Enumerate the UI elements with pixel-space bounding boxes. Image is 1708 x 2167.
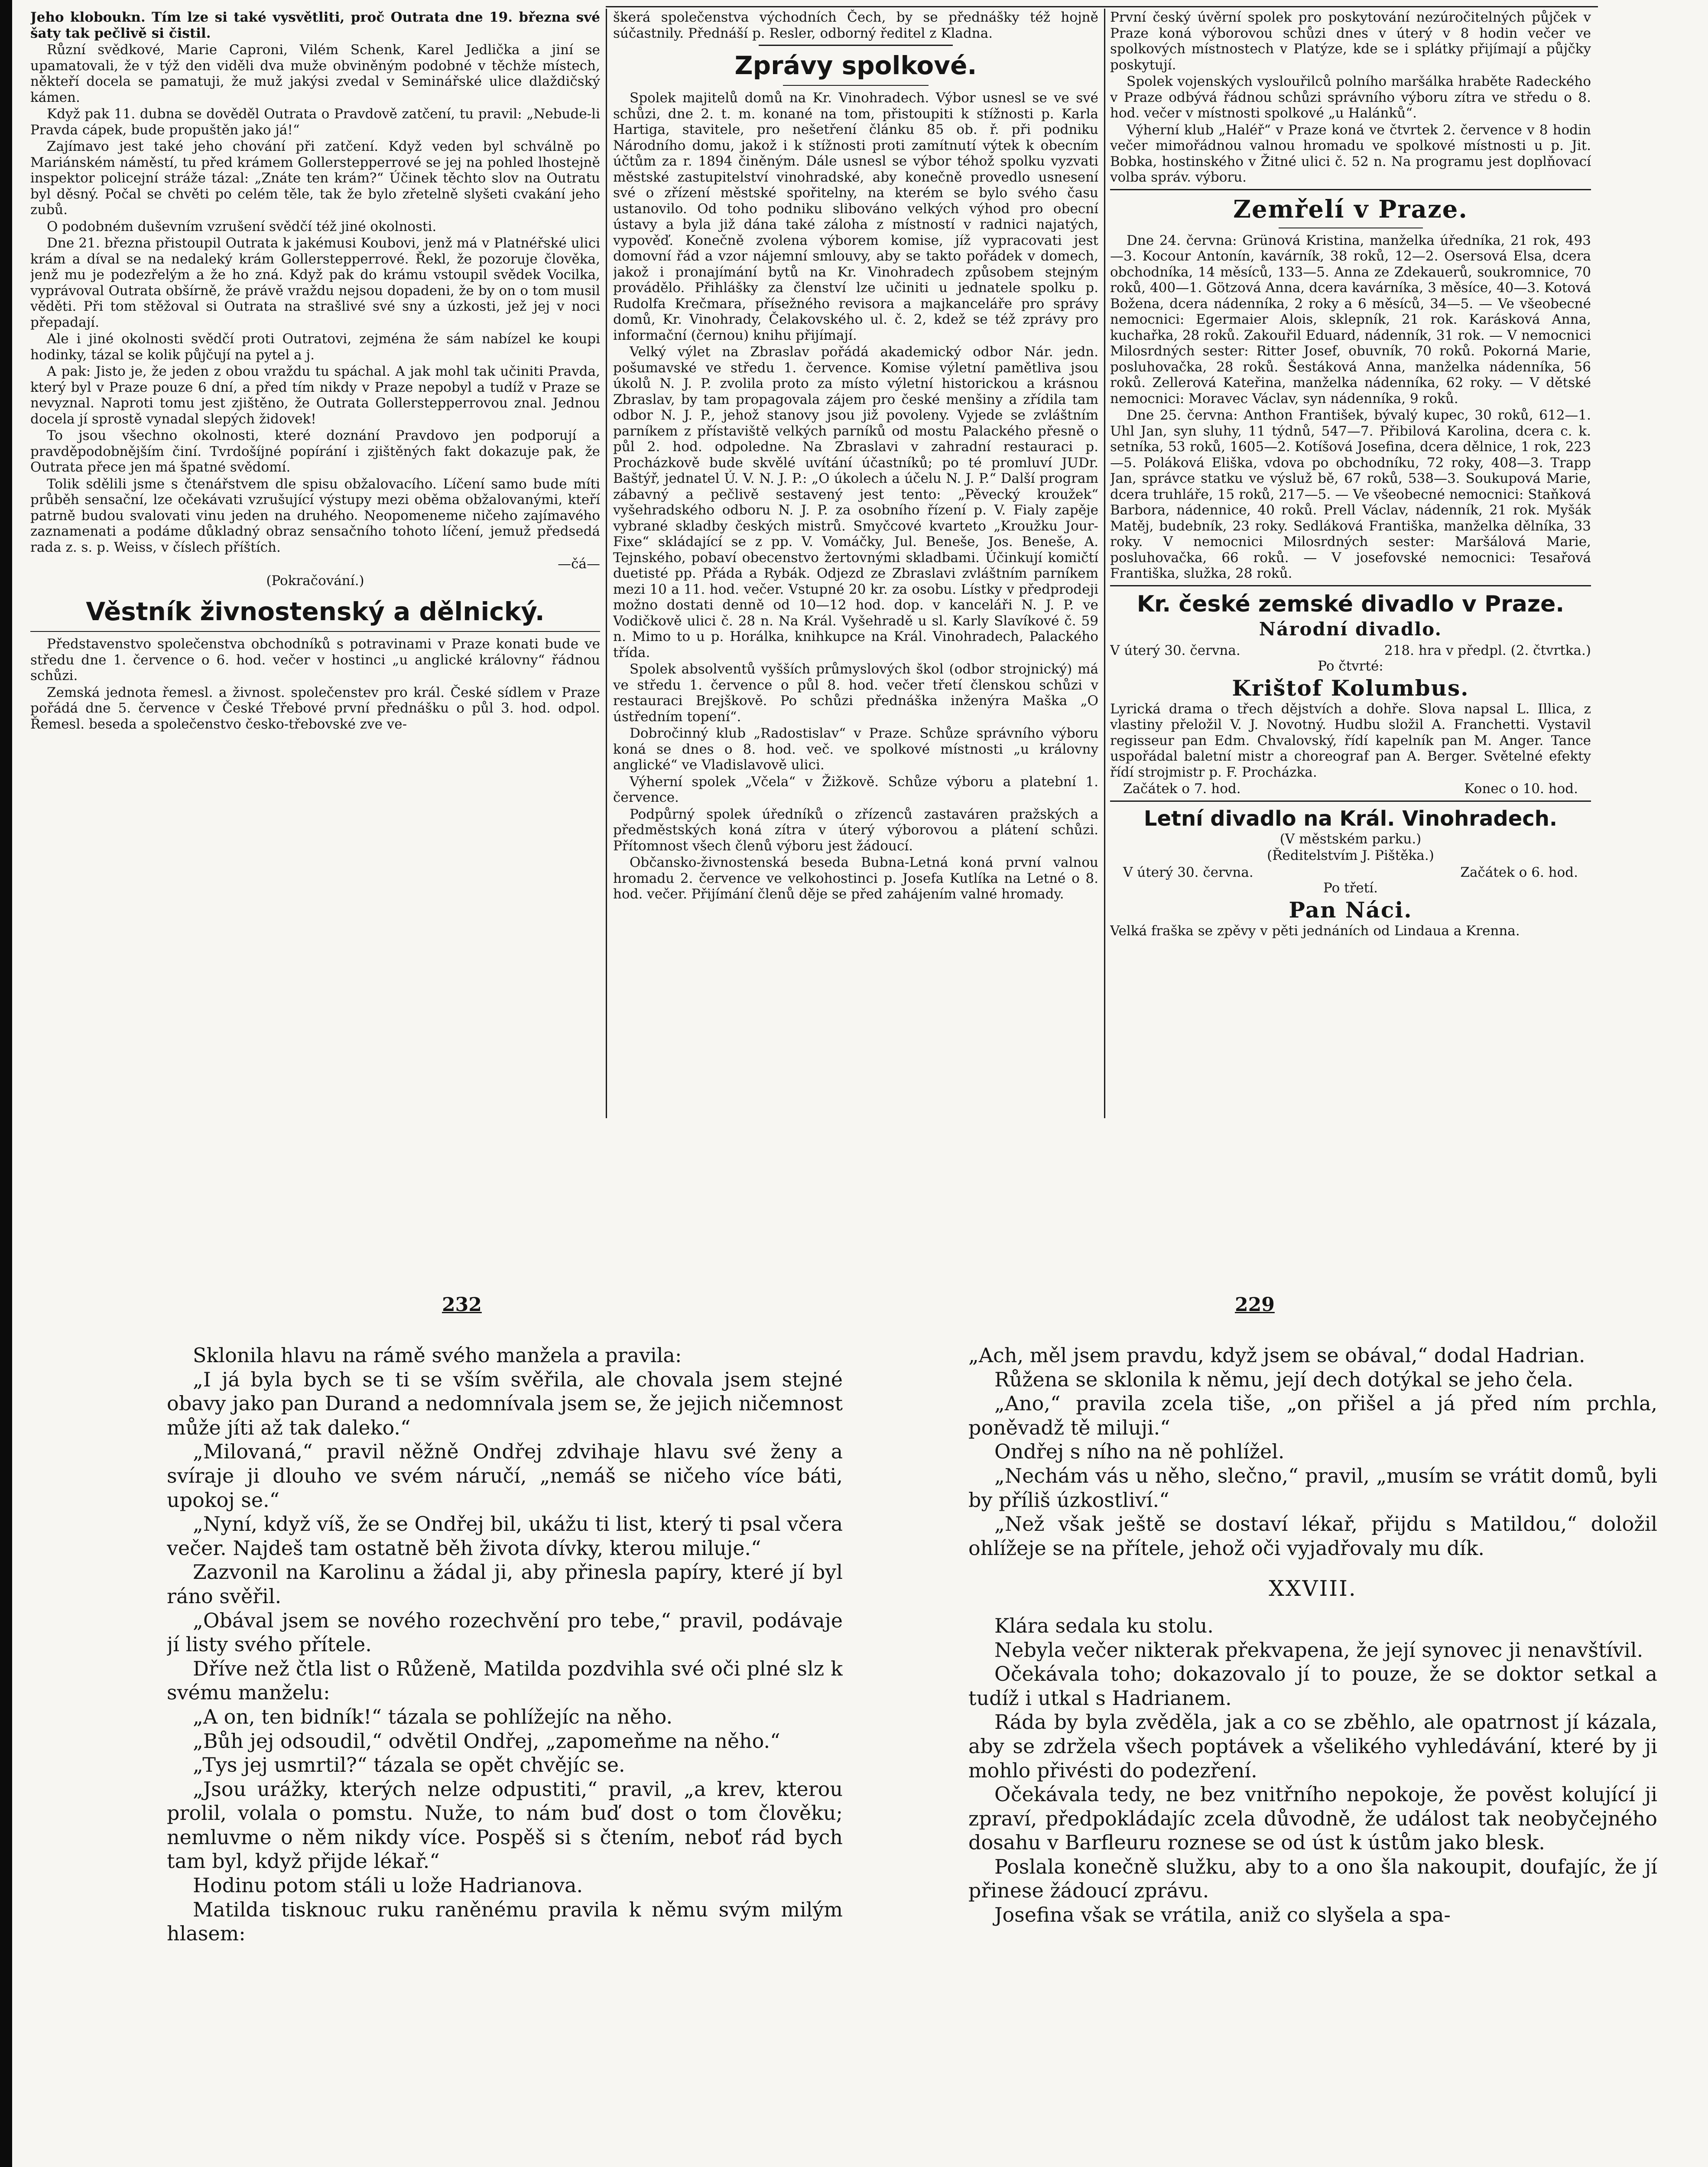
news-column-2 — [613, 10, 1098, 1136]
performance-date: V úterý 30. června. — [1110, 642, 1240, 658]
novel-paragraph: „Jsou urážky, kterých nelze odpustiti,“ pravil, „a krev, kterou prolil, volala o pomstu. Nuže, to nám buď dost o tom člověku; nemluvme o něm nikdy více. Pospěš si s čtením, neboť rád bych tam byl, když přijde lékař.“ — [167, 1777, 843, 1873]
article-paragraph: Různí svědkové, Marie Caproni, Vilém Schenk, Karel Jedlička a jiní se upamatovali, že v týž den viděli dva muže obviněným podobné v těchže místech, někteří docela se pamatuji, že muž jakýsi zvedal v Seminářské ulice dlaždičský kámen. — [30, 42, 600, 105]
article-paragraph: Zajímavo jest také jeho chování při zatčení. Když veden byl schválně po Mariánském náměstí, tu před krámem Gollerstepperrové se jej na pohled lhostejně inspektor policejní stráže tázal: „Znáte ten krám?“ Účinek těchto slov na Outratu byl děsný. Počal se chvěti po celém těle, tak že bylo zřetelně slyšeti cvakání jeho zubů. — [30, 139, 600, 218]
novel-paragraph: Sklonila hlavu na rámě svého manžela a pravila: — [193, 1344, 682, 1367]
novel-paragraph: Matilda tisknouc ruku raněnému pravila k němu svým milým hlasem: — [167, 1897, 843, 1946]
news-column-1 — [30, 10, 600, 1136]
novel-paragraph: Zazvonil na Karolinu a žádal ji, aby přinesla papíry, které jí byl ráno svěřil. — [167, 1560, 843, 1608]
section-rule — [1110, 800, 1591, 802]
section-heading: Zprávy spolkové. — [734, 51, 977, 80]
theatre-location: (V městském parku.) — [1279, 831, 1422, 847]
novel-paragraph: Hodinu potom stáli u lože Hadrianova. — [193, 1874, 583, 1897]
article-paragraph: Jeho kloboukn. Tím lze si také vysvětliti, proč Outrata dne 19. března své šaty tak pečlivě si čistil. — [30, 10, 600, 41]
club-notice: Spolek vojenských vyslouřilců polního maršálka hraběte Radeckého v Praze odbývá řádnou schůzi správního výboru zítra ve středu o 8. hod. večer v místnosti spolkové „u Halánků“. — [1110, 74, 1591, 121]
novel-paragraph: Ondřej s ního na ně pohlížel. — [994, 1440, 1285, 1464]
novel-paragraph: Ráda by byla zvěděla, jak a co se zběhlo, ale opatrnost jí kázala, aby se zdržela všech poptávek a všelikého vyhledávání, které by ji mohlo přivésti do podezření. — [968, 1710, 1657, 1782]
obituary-list: Dne 25. června: Anthon František, bývalý kupec, 30 roků, 612—1. Uhl Jan, syn sluhy, 11 týdnů, 547—7. Přibilová Karolina, dcera c. k. setníka, 53 roků, 1605—2. Kotíšová Josefina, dcera dělnice, 1 rok, 223—5. Poláková Eliška, vdova po obchodníku, 72 roky, 408—3. Trapp Jan, správce statku ve výsluž bě, 67 roků, 538—3. Soukupová Marie, dcera truhláře, 15 roků, 217—5. — Ve všeobecné nemocnici: Staňková Barbora, nádennice, 40 roků. Prell Václav, nádenník, 21 rok. Myšák Matěj, budebník, 23 roky. Sedláková Františka, manželka dělníka, 33 roky. V nemocnici Milosrdných sester: Maršálová Marie, posluhovačka, 66 roků. — V josefovské nemocnici: Tesařová Františka, služka, 28 roků. — [1110, 407, 1591, 581]
theatre-times-row — [1110, 781, 1591, 797]
novel-page-right — [968, 1344, 1657, 2167]
section-rule — [1110, 585, 1591, 586]
theatre-subtitle: Národní divadlo. — [1259, 618, 1442, 640]
theatre-title: Letní divadlo na Král. Vinohradech. — [1143, 806, 1558, 831]
club-notice: Spolek absolventů vyšších průmyslových škol (odbor strojnický) má ve středu 1. července o půl 8. hod. večer třetí členskou schůzi v restauraci Brejškově. Po schůzi přednáška inženýra Maška „O ústředním topení“. — [613, 661, 1098, 725]
heading-rule — [30, 631, 600, 632]
theatre-director: (Ředitelstvím J. Pištěka.) — [1267, 848, 1434, 863]
play-title: Krištof Kolumbus. — [1232, 675, 1469, 701]
novel-paragraph: Dříve než čtla list o Růženě, Matilda pozdvihla své oči plné slz k svému manželu: — [167, 1656, 843, 1705]
article-paragraph: škerá společenstva východních Čech, by se přednášky též hojně súčastnily. Přednáší p. Resler, odborný ředitel z Kladna. — [613, 10, 1098, 41]
novel-paragraph: „I já byla bych se ti se vším svěřila, ale chovala jsem stejné obavy jako pan Durand a nedomnívala jsem se, že jejich ničemnost může jíti až tak daleko.“ — [167, 1367, 843, 1439]
novel-paragraph: „A on, ten bidník!“ tázala se pohlížejíc na něho. — [193, 1705, 673, 1728]
novel-paragraph: Nebyla večer nikterak překvapena, že její synovec ji nenavštívil. — [994, 1638, 1643, 1662]
club-notice: Občansko-živnostenská beseda Bubna-Letná koná první valnou hromadu 2. července ve velkohostinci p. Josefa Kutlíka na Letné o 8. hod. večer. Přijímání členů děje se před zahájením valné hromady. — [613, 855, 1098, 902]
novel-paragraph: „Milovaná,“ pravil něžně Ondřej zdvihaje hlavu své ženy a svíraje ji dlouho ve svém náručí, „nemáš se ničeho více báti, upokoj se.“ — [167, 1440, 843, 1512]
article-paragraph: Dne 21. března přistoupil Outrata k jakémusi Koubovi, jenž má v Platnéřské ulici krám a díval se na nedaleký krám Gollerstepperrové. Řekl, že pozoruje člověka, jenž mu je podezřelým a že ho zná. Když pak do krámu vstoupil svědek Vocilka, vyprávoval Outrata obšírně, že právě vraždu nejsou dopadeni, že by on o tom musil věděti. Při tom stěžoval si Outrata na strašlivé své sny a úzkosti, jež jej v noci přepadají. — [30, 235, 600, 330]
performance-count: Po třetí. — [1323, 880, 1378, 896]
section-rule — [759, 45, 953, 46]
club-notice: První český úvěrní spolek pro poskytování nezúročitelných půjček v Praze koná výborovou schůzi dnes v úterý v 8 hodin večer ve spolkových místnostech v Platýze, kde se i splátky přijímají a půjčky poskytují. — [1110, 10, 1591, 73]
club-notice: Dobročinný klub „Radostislav“ v Praze. Schůze správního výboru koná se dnes o 8. hod. več. ve spolkové místnosti „u královny anglické“ ve Vladislavově ulici. — [613, 726, 1098, 773]
play-title: Pan Náci. — [1289, 897, 1413, 923]
novel-paragraph: Očekávala toho; dokazovalo jí to pouze, že se doktor setkal a tudíž i utkal s Hadrianem. — [968, 1662, 1657, 1710]
play-description: Lyrická drama o třech dějstvích a dohře. Slova napsal L. Illica, z vlastiny přeložil V. J. Novotný. Hudbu složil A. Franchetti. Vystavil regisseur pan Edm. Chvalovský, řídí kapelník pan M. Anger. Tance uspořádal baletní mistr a choreograf pan A. Berger. Světelné efekty řídí strojmistr p. F. Procházka. — [1110, 701, 1591, 780]
performance-date: V úterý 30. června. — [1123, 864, 1253, 880]
subscription-info: 218. hra v předpl. (2. čtvrtka.) — [1384, 642, 1591, 658]
club-notice: Výherní klub „Haléř“ v Praze koná ve čtvrtek 2. července v 8 hodin večer mimořádnou valnou hromadu ve spolkové místnosti u p. Jit. Bobka, hostinského v Žitné ulici č. 52 n. Na programu jest doplňovací volba správ. výboru. — [1110, 122, 1591, 185]
article-paragraph: Tolik sdělili jsme s čtenářstvem dle spisu obžalovacího. Líčení samo bude míti průběh sensační, lze očekávati vzrušující výstupy mezi oběma obžalovanými, kteří patrně budou svalovati vinu jeden na druhého. Neopomeneme ničeho zajímavého zaznamenati a podáme důkladný obraz sensačního tohoto líčení, jemuž předsedá rada z. s. p. Weiss, v číslech příštích. — [30, 476, 600, 555]
novel-text — [167, 1344, 843, 1946]
theatre-title: Kr. české zemské divadlo v Praze. — [1137, 591, 1565, 617]
theatre-info-row — [1110, 865, 1591, 881]
column-divider — [606, 9, 607, 1118]
section-rule — [1110, 189, 1591, 190]
author-signature: —čá— — [558, 556, 600, 572]
novel-page-left — [167, 1344, 843, 1950]
club-notice: Velký výlet na Zbraslav pořádá akademický odbor Nár. jedn. pošumavské ve středu 1. července. Komise výletní pamětliva jsou úkolů N. J. P. zvolila proto za místo výletní historickou a krásnou Zbraslav, by tam propagovala zájem pro české menšiny a zřídila tam odbor N. J. P., jehož stanovy jsou již povoleny. Vyjede se zvláštním parníkem z přístaviště velkých parníků od mostu Palackého přesně o půl 2. hod. odpoledne. Na Zbraslavi v zahradní restauraci p. Procházkově bude skvělé uvítání účastníků; po té promluví JUDr. Baštýř, jednatel Ú. V. N. J. P.: „O úkolech a účelu N. J. P.“ Další program zábavný a pečlivě sestavený jest tento: „Pěvecký kroužek“ vyšehradského odboru N. J. P. za osobního řízení p. V. Fialy zapěje vybrané skladby českých mistrů. Smyčcové kvarteto „Kroužku Jour-Fixe“ skládající se z pp. V. Vomáčky, Jul. Beneše, Jos. Beneše, A. Tejnského, pobaví obecenstvo žertovnými skladbami. Účinkují komičtí duetisté pp. Přáda a Rybák. Odjezd ze Zbraslavi zvláštním parníkem mezi 10 a 11. hod. večer. Vstupné 20 kr. za osobu. Lístky v předprodeji možno dostati denně od 10—12 hod. dop. v kanceláři N. J. P. ve Vodičkově ulici č. 28 n. Na Král. Vyšehradě u sl. Karly Slavíkové č. 59 n. Mimo to u p. Horálka, knihkupce na Král. Vinohradech, Palackého třída. — [613, 344, 1098, 661]
novel-paragraph: „Tys jej usmrtil?“ tázala se opět chvějíc se. — [193, 1753, 625, 1777]
theatre-info-row — [1110, 643, 1591, 659]
novel-paragraph: Očekávala tedy, ne bez vnitřního nepokoje, že pověst kolující ji zpraví, předpokládajíc zcela důvodně, že událost tak neobyčejného dosahu v Barfleuru roznese se od úst k ústům jako blesk. — [968, 1783, 1657, 1855]
chapter-heading: XXVIII. — [1269, 1576, 1357, 1601]
novel-paragraph: Poslala konečně služku, aby to a ono šla nakoupit, doufajíc, že jí přinese žádoucí zprávu. — [968, 1855, 1657, 1903]
novel-paragraph: „Obával jsem se nového rozechvění pro tebe,“ pravil, podávaje jí listy svého přítele. — [167, 1608, 843, 1656]
novel-paragraph: „Nechám vás u něho, slečno,“ pravil, „musím se vrátit domů, byli by příliš úzkostliví.“ — [968, 1464, 1657, 1512]
article-paragraph: To jsou všechno okolnosti, které doznání Pravdovo jen podporují a pravděpodobnějším činí. Tvrdošíjné popírání i zjištěných fakt dokazuje pak, že Outrata přece jen má špatné svědomí. — [30, 428, 600, 475]
novel-text — [968, 1344, 1657, 1560]
article-paragraph: Když pak 11. dubna se dověděl Outrata o Pravdově zatčení, tu pravil: „Nebude-li Pravda cápek, bude propuštěn jako já!“ — [30, 106, 600, 138]
continuation-note: (Pokračování.) — [266, 573, 364, 589]
heading-rule — [783, 85, 929, 86]
start-time: Začátek o 7. hod. — [1123, 781, 1241, 797]
column-divider — [1104, 9, 1105, 1118]
article-paragraph: O podobném duševním vzrušení svědčí též jiné okolnosti. — [47, 218, 437, 234]
top-edge-rule — [606, 6, 1598, 7]
notice-paragraph: Představenstvo společenstva obchodníků s potravinami v Praze konati bude ve středu dne 1. července o 6. hod. večer v hostinci „u anglické královny“ řádnou schůzi. — [30, 636, 600, 683]
notice-paragraph: Zemská jednota řemesl. a živnost. společenstev pro král. České sídlem v Praze pořádá dne 5. července v České Třebové první přednášku o půl 3. hod. odpol. Řemesl. beseda a společenstvo česko-třebovské zve ve- — [30, 684, 600, 732]
article-paragraph: A pak: Jisto je, že jeden z obou vraždu tu spáchal. A jak mohl tak učiniti Pravda, který byl v Praze pouze 6 dní, a před tím nikdy v Praze nepobyl a tudíž v Praze se nevyznal. Naproti tomu jest zjištěno, že Outrata Gollerstepperrovou znal. Jednou docela jí sprostě vynadal slepých židovek! — [30, 364, 600, 427]
novel-paragraph: „Nyní, když víš, že se Ondřej bil, ukážu ti list, který ti psal včera večer. Najdeš tam ostatně běh života dívky, kterou miluje.“ — [167, 1512, 843, 1560]
novel-text — [968, 1614, 1657, 1927]
club-notice: Podpůrný spolek úředníků o zřízenců zastaváren pražských a předměstských koná zítra v úterý výborovou a plátení schůzi. Přítomnost všech členů výboru jest žádoucí. — [613, 806, 1098, 854]
news-column-3 — [1110, 10, 1591, 1136]
novel-paragraph: „Ach, měl jsem pravdu, když jsem se obával,“ dodal Hadrian. — [968, 1344, 1585, 1367]
novel-paragraph: „Ano,“ pravila zcela tiše, „on přišel a já před ním prchla, poněvadž tě miluji.“ — [968, 1392, 1657, 1439]
section-heading: Věstník živnostenský a dělnický. — [86, 597, 545, 626]
page-number: 232 — [442, 1294, 482, 1316]
article-paragraph: Ale i jiné okolnosti svědčí proti Outratovi, zejména že sám nabízel ke koupi hodinky, tázal se kolik půjčují na pytel a j. — [30, 331, 600, 363]
end-time: Konec o 10. hod. — [1464, 781, 1578, 797]
novel-paragraph: Růžena se sklonila k němu, její dech dotýkal se jeho čela. — [994, 1367, 1574, 1391]
novel-paragraph: Klára sedala ku stolu. — [994, 1614, 1214, 1637]
novel-paragraph: Josefina však se vrátila, aniž co slyšela a spa- — [994, 1903, 1451, 1927]
page-number: 229 — [1235, 1294, 1275, 1316]
novel-paragraph: „Bůh jej odsoudil,“ odvětil Ondřej, „zapomeňme na něho.“ — [193, 1729, 780, 1753]
start-time: Začátek o 6. hod. — [1460, 864, 1578, 880]
play-description: Velká fraška se zpěvy v pěti jednáních od Lindaua a Krenna. — [1110, 923, 1520, 939]
novel-paragraph: „Než však ještě se dostaví lékař, přijdu s Matildou,“ doložil ohlížeje se na přítele, jehož oči vyjadřovaly mu dík. — [968, 1512, 1657, 1560]
performance-count: Po čtvrté: — [1318, 658, 1383, 674]
section-heading: Zemřelí v Praze. — [1233, 195, 1468, 224]
club-notice: Výherní spolek „Včela“ v Žižkově. Schůze výboru a platební 1. července. — [613, 774, 1098, 805]
obituary-list: Dne 24. června: Grünová Kristina, manželka úředníka, 21 rok, 493—3. Kocour Antonín, kavárník, 38 roků, 12—2. Osersová Elsa, dcera obchodníka, 14 měsíců, 133—5. Anna ze Zdekauerů, soukromnice, 70 roků, 400—1. Götzová Anna, dcera kavárníka, 3 měsíce, 40—3. Kotová Božena, dcera nádenníka, 2 roky a 6 měsíců, 34—5. — Ve všeobecné nemocnici: Egermaier Alois, sklepník, 21 rok. Karásková Anna, kuchařka, 28 roků. Zakouřil Eduard, nádenník, 31 rok. — V nemocnici Milosrdných sester: Ritter Josef, obuvník, 70 roků. Pokorná Marie, posluhovačka, 28 roků. Šestáková Anna, manželka nádenníka, 56 roků. Zellerová Kateřina, manželka nádenníka, 62 roky. — V dětské nemocnici: Moravec Václav, syn nádenníka, 9 roků. — [1110, 232, 1591, 407]
club-notice: Spolek majitelů domů na Kr. Vinohradech. Výbor usnesl se ve své schůzi, dne 2. t. m. konané na tom, přistoupiti k stížnosti p. Karla Hartiga, stavitele, pro nešetření článku 85 ob. ř. při podniku Národního domu, jakož i k stížnosti proti zamítnutí výtek k obecním účtům za r. 1894 činěným. Dále usnesl se výbor téhož spolku vyzvati městské zastupitelství vinohradské, aby konečně provedlo usnesení své o zřízení městské spořitelny, na kterém se bylo svého času ustanovilo. Od toho podniku slibováno velkých výhod pro obecní ústavy a byla již dána také záloha z místností v radnici najatých, vypověď. Konečně zvolena výborem komise, jíž vypracovati jest domovní řád a vzor nájemní smlouvy, aby se takto pořádek v domech, jakož i pronajímání bytů na Kr. Vinohradech způsobem stejným provádělo. Přihlášky za členství lze učiniti u jednatele spolku p. Rudolfa Krečmara, přísežného revisora a majkanceláře pro správy domů, Kr. Vinohrady, Čelakovského ul. č. 2, kdež se též zprávy pro informační (černou) knihu přijímají. — [613, 90, 1098, 343]
